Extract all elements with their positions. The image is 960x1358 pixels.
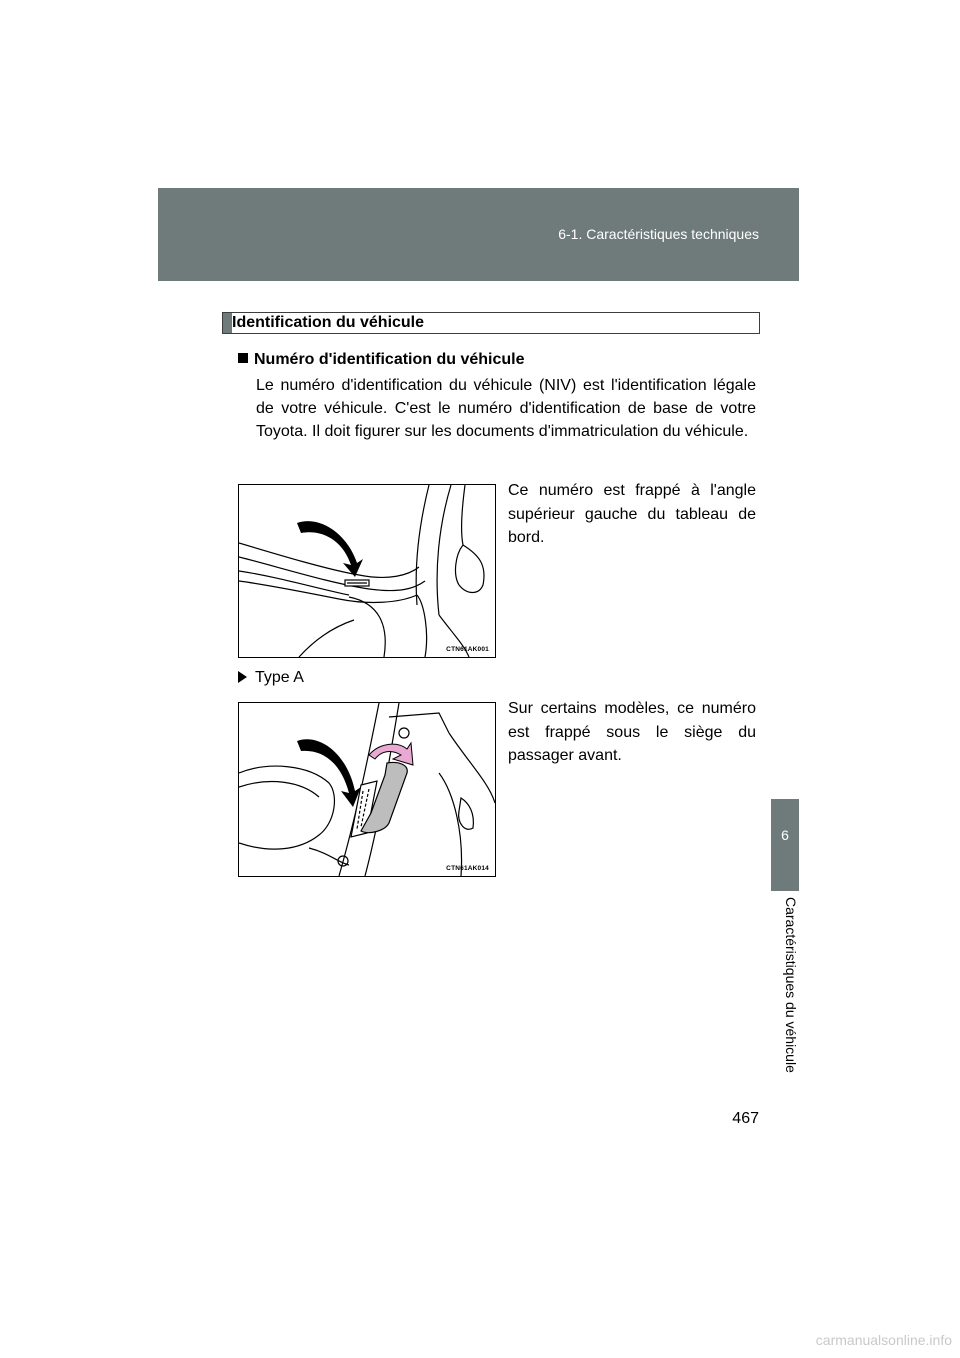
figure-dashboard-vin xyxy=(238,484,496,658)
figure-code: CTN61AK014 xyxy=(446,865,489,872)
type-item xyxy=(238,669,304,687)
figure2-caption: Sur certains modèles, ce numéro est frappé sous le siège du passager avant. xyxy=(508,700,756,764)
figure-code: CTN61AK001 xyxy=(446,646,489,653)
square-bullet-icon xyxy=(238,353,248,363)
chapter-side-label: Caractéristiques du véhicule xyxy=(783,897,799,1073)
subsection-heading xyxy=(238,351,525,369)
dashboard-illustration xyxy=(239,485,495,657)
figure1-caption: Ce numéro est frappé à l'angle supérieur gauche du tableau de bord. xyxy=(508,482,756,546)
figure-seat-vin xyxy=(238,702,496,877)
section-heading: Identification du véhicule xyxy=(232,314,425,331)
seat-illustration xyxy=(239,703,495,876)
watermark: carmanualsonline.info xyxy=(815,1332,952,1348)
chapter-number: 6 xyxy=(781,827,789,843)
page-number: 467 xyxy=(732,1110,759,1127)
page-header-band xyxy=(158,188,799,281)
type-label: Type A xyxy=(255,669,304,686)
body-paragraph: Le numéro d'identification du véhicule (NIV) est l'identification légale de votre véhicule. C'est le numéro d'identification de base de votre Toyota. Il doit figurer sur les documents d'immatriculation du véhicule. xyxy=(256,377,756,440)
chapter-title: 6-1. Caractéristiques techniques xyxy=(558,226,759,242)
section-heading-box xyxy=(222,312,760,334)
subsection-title: Numéro d'identification du véhicule xyxy=(254,351,525,368)
triangle-bullet-icon xyxy=(238,671,247,683)
section-heading-bar xyxy=(223,313,232,333)
chapter-tab xyxy=(771,799,799,891)
